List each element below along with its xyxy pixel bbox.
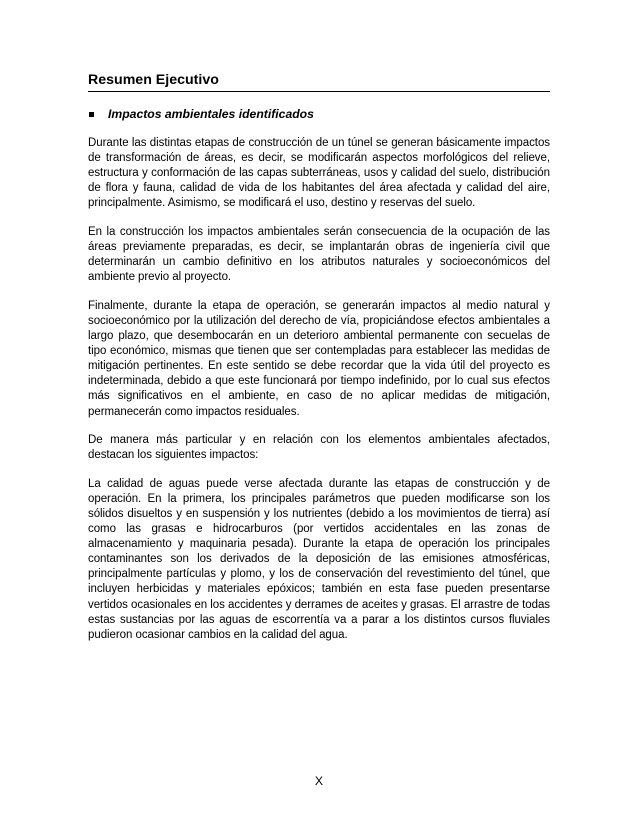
page-number: X bbox=[314, 774, 324, 788]
paragraph: La calidad de aguas puede verse afectada durante las etapas de construcción y de operación. En la primera, los principales parámetros que pueden modificarse son los sólidos disueltos y en suspensión y los nutrientes (debido a los movimientos de tierra) así como las grasas e hidrocarburos (por vertidos accidentales en las zonas de almacenamiento y maquinaria pesada). Durante la etapa de operación los principales contaminantes son los derivados de la deposición de las emisiones atmosféricas, principalmente partículas y plomo, y los de conservación del revestimiento del túnel, que incluyen herbicidas y materiales epóxicos; también en esta fase pueden presentarse vertidos ocasionales en los accidentes y derrames de aceites y grasas. El arrastre de todas estas sustancias por las aguas de escorrentía va a parar a los distintos cursos fluviales pudieron ocasionar cambios en la calidad del agua. bbox=[88, 477, 550, 641]
square-bullet-icon bbox=[89, 112, 94, 117]
section-subheading bbox=[88, 105, 550, 123]
paragraph: Durante las distintas etapas de construcción de un túnel se generan básicamente impactos de transformación de áreas, es decir, se modificarán aspectos morfológicos del relieve, estructura y conformación de las capas subterráneas, usos y calidad del suelo, distribución de flora y fauna, calidad de vida de los habitantes del área afectada y calidad del aire, principalmente. Asimismo, se modificará el uso, destino y reservas del suelo. bbox=[88, 137, 550, 210]
paragraph: Finalmente, durante la etapa de operación, se generarán impactos al medio natural y socioeconómico por la utilización del derecho de vía, propiciándose efectos ambientales a largo plazo, que desembocarán en un deterioro ambiental permanente con secuelas de tipo económico, mismas que tienen que ser contempladas para establecer las medidas de mitigación pertinentes. En este sentido se debe recordar que la vida útil del proyecto es indeterminada, debido a que este funcionará por tiempo indefinido, por lo cual sus efectos más significativos en el ambiente, en caso de no aplicar medidas de mitigación, permanecerán como impactos residuales. bbox=[88, 299, 550, 418]
paragraph: De manera más particular y en relación con los elementos ambientales afectados, destacan los siguientes impactos: bbox=[88, 434, 550, 462]
page-header bbox=[88, 72, 550, 92]
document-body bbox=[88, 136, 550, 656]
document-section-title: Resumen Ejecutivo bbox=[88, 72, 219, 88]
paragraph: En la construcción los impactos ambientales serán consecuencia de la ocupación de las áreas previamente preparadas, es decir, se implantarán obras de ingeniería civil que determinarán un cambio definitivo en los atributos naturales y socioeconómicos del ambiente previo al proyecto. bbox=[88, 225, 550, 284]
subheading-text: Impactos ambientales identificados bbox=[108, 107, 314, 121]
